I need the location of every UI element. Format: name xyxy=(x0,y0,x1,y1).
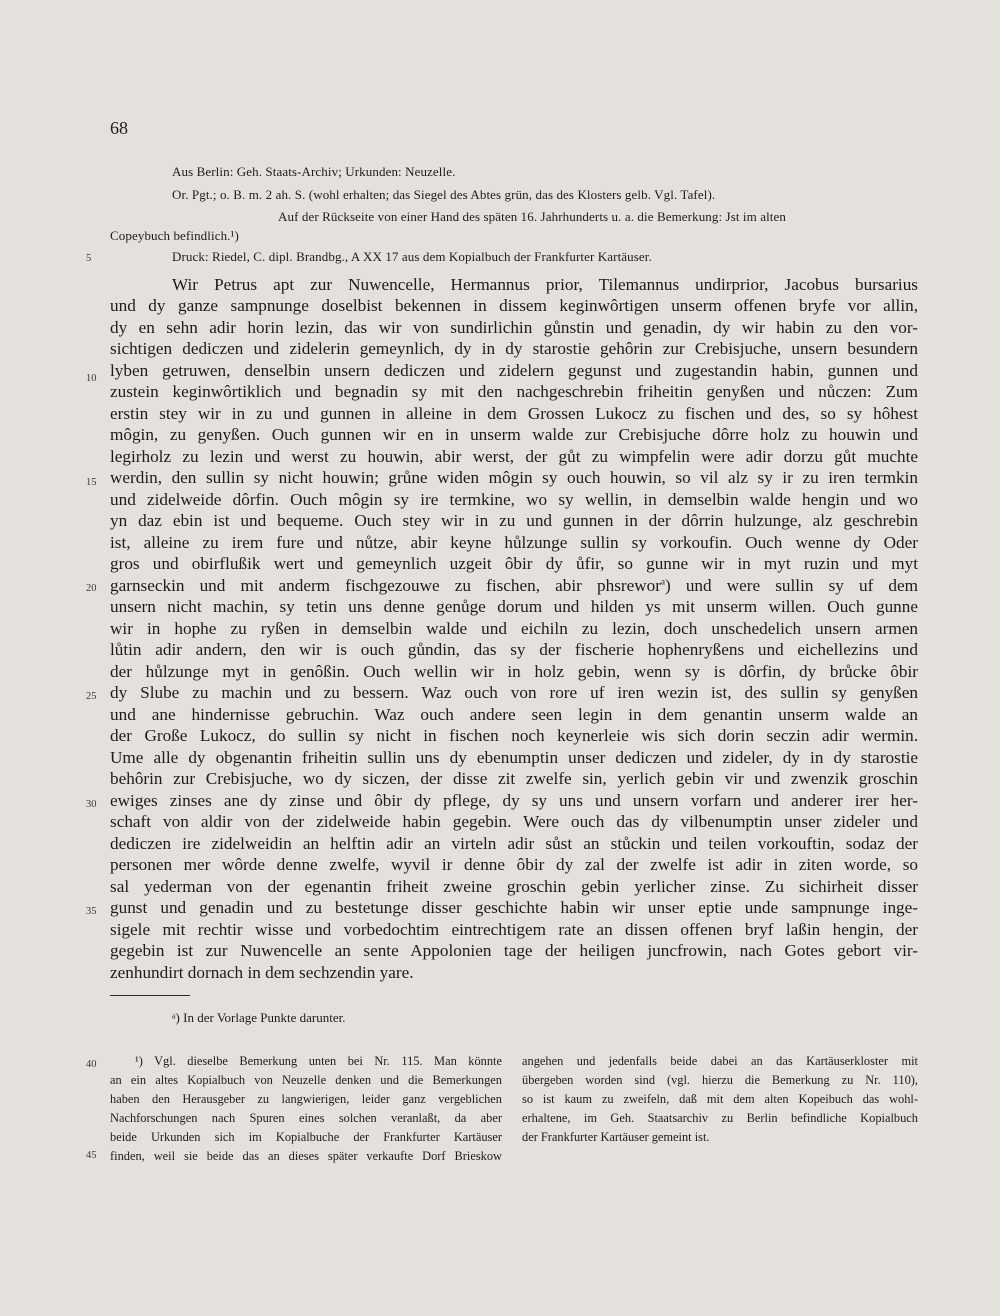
body-line: und zidelweide dôrfin. Ouch môgin sy ire termkine, wo sy wellin, in demselbin walde hengin und wo xyxy=(110,490,918,509)
footnote-line: an ein altes Kopialbuch von Neuzelle denken und die Bemerkungen xyxy=(110,1073,502,1087)
line-marker-30: 30 xyxy=(86,799,97,810)
footnote-line: angehen und jedenfalls beide dabei an das Kartäuserkloster mit xyxy=(522,1054,918,1068)
body-line: erstin stey wir in zu und gunnen in alleine in dem Grossen Lukocz zu fischen und des, so sy hôhest xyxy=(110,404,918,423)
body-line: lůtin adir andern, den wir is ouch gůndin, das sy der fischerie hophenryßens und eichellezins und xyxy=(110,640,918,659)
dorsal-note-line: Auf der Rückseite von einer Hand des späten 16. Jahrhunderts u. a. die Bemerkung: Jst im alten xyxy=(278,209,786,224)
footnote-line: Nachforschungen nach Spuren eines solchen veranlaßt, da aber xyxy=(110,1111,502,1125)
body-line: yn daz ebin ist und bequeme. Ouch stey wir in zu und gunnen in der dôrrin hulzunge, alz geschrebin xyxy=(110,511,918,530)
body-line: lyben getruwen, denselbin unsern dediczen und zidelern gegunst und zugestandin habin, gunnen und xyxy=(110,361,918,380)
provenance-line: Aus Berlin: Geh. Staats-Archiv; Urkunden: Neuzelle. xyxy=(172,164,456,179)
body-line: dy en sehn adir horin lezin, das wir von sundirlichin gůnstin und genadin, dy wir habin zu den vor- xyxy=(110,318,918,337)
footnote-line: finden, weil sie beide das an dieses später verkaufte Dorf Brieskow xyxy=(110,1149,502,1163)
footnote-divider xyxy=(110,995,190,996)
dorsal-note-continuation: Copeybuch befindlich.¹) xyxy=(110,228,239,243)
body-line: gegebin ist zur Nuwencelle an sente Appolonien tage der heiligen juncfrowin, nach Gotes gebort vir- xyxy=(110,941,918,960)
body-line: Wir Petrus apt zur Nuwencelle, Hermannus prior, Tilemannus undirprior, Jacobus bursarius xyxy=(172,275,918,294)
body-line: werdin, den sullin sy nicht houwin; grůne widen môgin sy ouch houwin, so vil alz sy ir zu iren termkin xyxy=(110,468,918,487)
body-line: der Große Lukocz, do sullin sy nicht in fischen noch keynerleie wis sich dorin seczin adir wermin. xyxy=(110,726,918,745)
line-marker-40: 40 xyxy=(86,1059,97,1070)
line-marker-35: 35 xyxy=(86,906,97,917)
line-marker-10: 10 xyxy=(86,373,97,384)
body-line: môgin, zu genyßen. Ouch gunnen wir en in unserm walde zur Crebisjuche dôrre holz zu houwin und xyxy=(110,425,918,444)
body-line: gros und obirflußik wert und gemeynlich uzgeit ôbir dy ůfir, so gunne wir in myt ruzin und myt xyxy=(110,554,918,573)
line-marker-15: 15 xyxy=(86,477,97,488)
footnote-line: haben den Herausgeber zu langwierigen, leider ganz vergeblichen xyxy=(110,1092,502,1106)
body-line: und dy ganze sampnunge doselbist bekennen in dissem keginwôrtigen unserm offenen bryfe vor allin, xyxy=(110,296,918,315)
body-line-text: garnseckin und mit anderm fischgezouwe zu fischen, abir phsrewor xyxy=(110,576,661,595)
footnote-line: beide Urkunden sich im Kopialbuche der Frankfurter Kartäuser xyxy=(110,1130,502,1144)
line-marker-45: 45 xyxy=(86,1150,97,1161)
body-line xyxy=(110,576,918,596)
body-line: legirholz zu lezin und werst zu houwin, abir werst, der gůt zu wimpfelin were adir dorzu gůt muchte xyxy=(110,447,918,466)
body-line: gunst und genadin und zu bestetunge disser geschichte habin wir unser eptie unde sampnunge inge- xyxy=(110,898,918,917)
body-line: und ane hindernisse gebruchin. Waz ouch andere seen legin in dem genantin unserm walde an xyxy=(110,705,918,724)
body-line: ist, alleine zu irem fure und nůtze, abir keyne hůlzunge sullin sy vorkoufin. Ouch wenne dy Oder xyxy=(110,533,918,552)
body-line: behôrin zur Crebisjuche, wo dy siczen, der disse zit zwelfe sin, yerlich gebin vir und zwenzik groschin xyxy=(110,769,918,788)
footnote-line: so ist kaum zu zweifeln, daß mit dem alten Kopeibuch das wohl- xyxy=(522,1092,918,1106)
body-line: zustein keginwôrtiklich und begnadin sy mit den nachgeschrebin friheitin genyßen und nůczen: Zum xyxy=(110,382,918,401)
body-line: Ume alle dy obgenantin friheitin sullin uns dy ebenumptin unser dediczen und zideler, dy in dy starostie xyxy=(110,748,918,767)
body-line: dy Slube zu machin und zu bessern. Waz ouch von rore uf iren wezin ist, des sullin sy genyßen xyxy=(110,683,918,702)
physical-description-line: Or. Pgt.; o. B. m. 2 ah. S. (wohl erhalten; das Siegel des Abtes grün, das des Klosters gelb. Vgl. Tafel). xyxy=(172,187,716,202)
footnote-line: der Frankfurter Kartäuser gemeint ist. xyxy=(522,1130,710,1144)
body-line: wir in hophe zu ryßen in demselbin walde und eichiln zu lezin, doch unschedelich unsern armen xyxy=(110,619,918,638)
body-line-text: ) und were sullin sy uf dem xyxy=(664,576,918,595)
line-marker-20: 20 xyxy=(86,583,97,594)
body-line: unsern nicht machin, sy tetin uns denne genůge dorum und hilden ys mit unserm willen. Ouch gunne xyxy=(110,597,918,616)
page-number: 68 xyxy=(110,118,128,138)
footnote-line: übergeben worden sind (vgl. hierzu die Bemerkung zu Nr. 110), xyxy=(522,1073,918,1087)
variant-note-marker: a xyxy=(660,576,665,587)
body-line: ewiges zinses ane dy zinse und ôbir dy pflege, dy sy uns und unsern vorfarn und anderer irer her- xyxy=(110,791,918,810)
footnote-line: ¹) Vgl. dieselbe Bemerkung unten bei Nr. 115. Man könnte xyxy=(135,1054,502,1068)
print-reference-line: Druck: Riedel, C. dipl. Brandbg., A XX 17 aus dem Kopialbuch der Frankfurter Kartäuser. xyxy=(172,249,652,264)
footnote-line: erhaltene, im Geh. Staatsarchiv zu Berlin befindliche Kopialbuch xyxy=(522,1111,918,1125)
body-line: schaft von aldir von der zidelweide habin gegebin. Were ouch das dy vilbenumptin unser zideler und xyxy=(110,812,918,831)
body-line: zenhundirt dornach in dem sechzendin yare. xyxy=(110,963,414,982)
variant-note: ᵃ) In der Vorlage Punkte darunter. xyxy=(172,1010,346,1025)
line-marker-5: 5 xyxy=(86,253,92,264)
body-line: sal yederman von der egenantin friheit zweine groschin gebin yerlicher zinse. Zu sichirheit disser xyxy=(110,877,918,896)
body-line: sichtigen dediczen und zidelerin gemeynlich, dy in dy starostie gehôrin zur Crebisjuche, unsern besundern xyxy=(110,339,918,358)
line-marker-25: 25 xyxy=(86,691,97,702)
body-line: sigele mit rechtir wisse und vorbedochtim eintrechtigem rate an dissen offenen bryf laßin hengin, der xyxy=(110,920,918,939)
body-line: dediczen ire zidelweidin an helftin adir an virteln adir sůst an stůckin und teilen vorkouftin, sodaz der xyxy=(110,834,918,853)
body-line: personen mer wôrde denne zwelfe, wyvil ir denne ôbir dy zal der zwelfe ist adir in ziten worde, so xyxy=(110,855,918,874)
body-line: der hůlzunge myt in genôßin. Ouch wellin wir in holz gebin, wenn sy is dôrfin, dy brůcke ôbir xyxy=(110,662,918,681)
